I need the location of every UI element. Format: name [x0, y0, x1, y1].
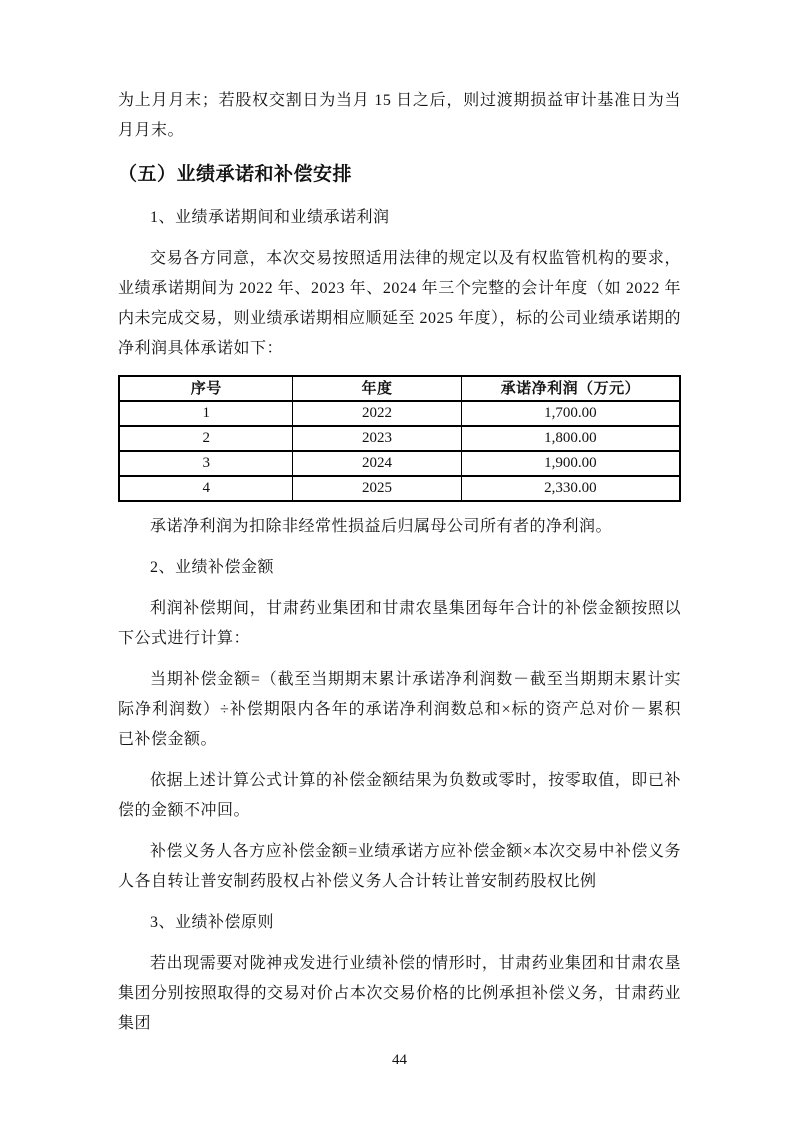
- table-cell-year: 2023: [293, 426, 461, 451]
- table-cell-profit: 2,330.00: [461, 476, 680, 501]
- page-number: 44: [392, 1052, 407, 1068]
- zero-rule-paragraph: 依据上述计算公式计算的补偿金额结果为负数或零时，按零取值，即已补偿的金额不冲回。: [118, 772, 681, 819]
- table-cell-seq: 1: [119, 401, 293, 426]
- profit-note-paragraph: 承诺净利润为扣除非经常性损益后归属母公司所有者的净利润。: [150, 518, 613, 535]
- subsection-heading-2: 2、业绩补偿金额: [150, 559, 275, 576]
- table-cell-year: 2024: [293, 451, 461, 476]
- table-cell-profit: 1,800.00: [461, 426, 680, 451]
- compensation-formula-paragraph: 当期补偿金额=（截至当期期末累计承诺净利润数－截至当期期末累计实际净利润数）÷补偿期限内各年的承诺净利润数总和×标的资产总对价－累积已补偿金额。: [118, 671, 681, 748]
- obligor-share-paragraph: 补偿义务人各方应补偿金额=业绩承诺方应补偿金额×本次交易中补偿义务人各自转让普安制药股权占补偿义务人合计转让普安制药股权比例: [118, 843, 681, 890]
- subsection-heading-3: 3、业绩补偿原则: [150, 914, 275, 931]
- compensation-intro-paragraph: 利润补偿期间，甘肃药业集团和甘肃农垦集团每年合计的补偿金额按照以下公式进行计算：: [118, 600, 681, 647]
- continuation-paragraph: 为上月月末；若股权交割日为当月 15 日之后，则过渡期损益审计基准日为当月月末。: [118, 92, 681, 139]
- table-header-row: [119, 376, 680, 401]
- table-header-profit: 承诺净利润（万元）: [461, 376, 680, 401]
- table-row: [119, 476, 680, 501]
- principle-paragraph: 若出现需要对陇神戎发进行业绩补偿的情形时，甘肃药业集团和甘肃农垦集团分别按照取得的交易对价占本次交易价格的比例承担补偿义务，甘肃药业集团: [118, 955, 681, 1032]
- table-row: [119, 401, 680, 426]
- table-cell-year: 2025: [293, 476, 461, 501]
- profit-commitment-table: [118, 375, 681, 502]
- table-cell-profit: 1,900.00: [461, 451, 680, 476]
- subsection-heading-1: 1、业绩承诺期间和业绩承诺利润: [150, 209, 390, 226]
- section-heading: （五）业绩承诺和补偿安排: [118, 164, 353, 185]
- table-header-year: 年度: [293, 376, 461, 401]
- table-header-seq: 序号: [119, 376, 293, 401]
- table-cell-profit: 1,700.00: [461, 401, 680, 426]
- table-row: [119, 451, 680, 476]
- table-cell-seq: 2: [119, 426, 293, 451]
- table-row: [119, 426, 680, 451]
- table-cell-year: 2022: [293, 401, 461, 426]
- commitment-period-paragraph: 交易各方同意，本次交易按照适用法律的规定以及有权监管机构的要求，业绩承诺期间为 2022 年、2023 年、2024 年三个完整的会计年度（如 2022 年内未完成交易，则业绩承诺期相应顺延至 2025 年度），标的公司业绩承诺期的净利润具体承诺如下：: [118, 250, 682, 357]
- table-cell-seq: 4: [119, 476, 293, 501]
- table-cell-seq: 3: [119, 451, 293, 476]
